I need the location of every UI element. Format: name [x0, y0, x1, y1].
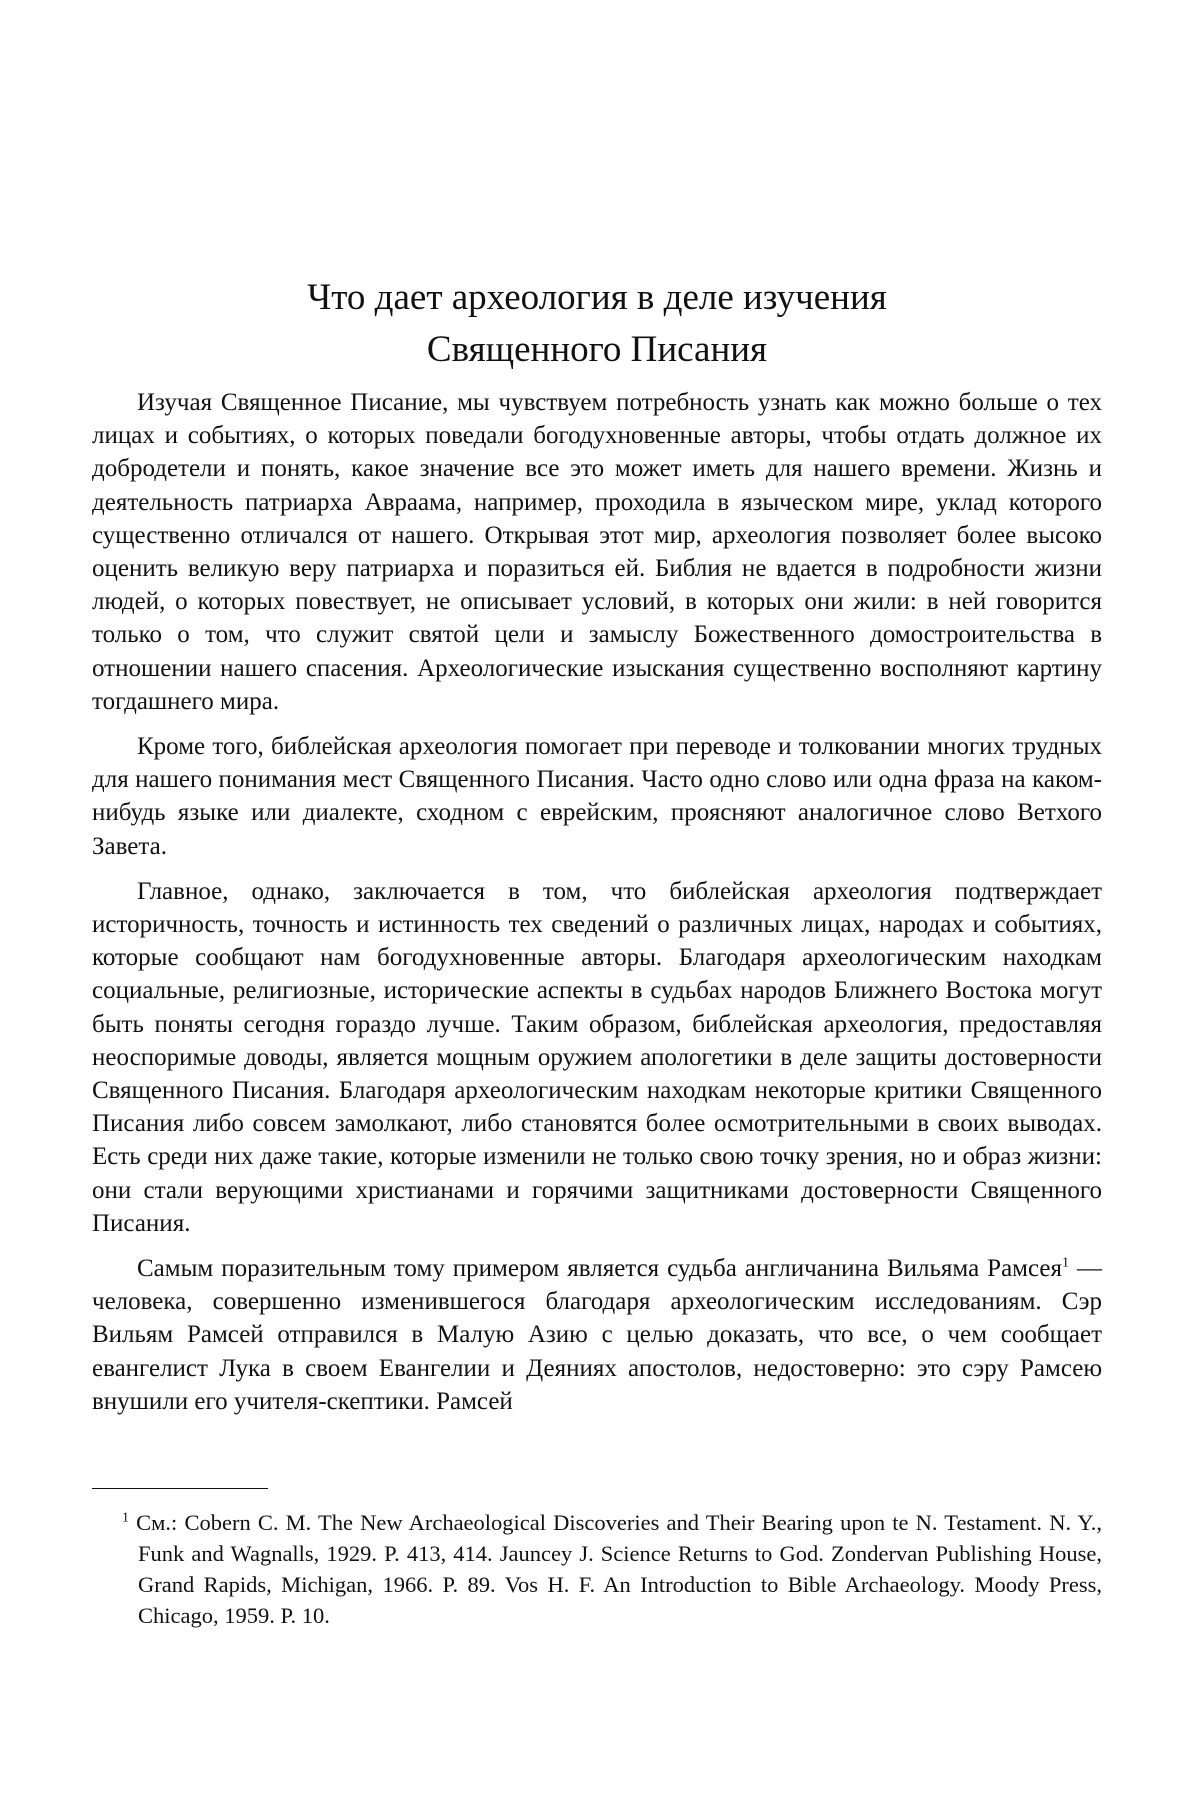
paragraph: Главное, однако, заключается в том, что библейская археология подтверждает историчность, точность и истинность тех сведений о различных лицах, народах и событиях, которые сообщают нам богодухновенные авторы. Благодаря археологическим находкам социальные, религиозные, исторические аспекты в судьбах народов Ближнего Востока могут быть поняты сегодня гораздо лучше. Таким образом, библейская археология, предоставляя неоспоримые доводы, является мощным оружием апологетики в деле защиты достоверности Священного Писания. Благодаря археологическим находкам некоторые критики Священного Писания либо совсем замолкают, либо становятся более осмотрительными в своих выводах. Есть среди них даже такие, которые изменили не только свою точку зрения, но и образ жизни: они стали верующими христианами и горячими защитниками достоверности Священного Писания. [92, 877, 1102, 1237]
paragraph-text-before-note: Самым поразительным тому примером является судьба англичанина Вильяма Рамсея [137, 1255, 1062, 1283]
footnote [92, 1507, 1102, 1631]
chapter-title-line-1: Что дает археология в деле изучения [307, 277, 887, 318]
page-content [92, 272, 1102, 1430]
footnote-reference[interactable]: 1 [1062, 1255, 1069, 1271]
footnote-separator [92, 1488, 268, 1489]
paragraph-text-after-note: — человека, совершенно изменившегося благодаря археологическим исследованиям. Сэр Вильям Рамсей отправился в Малую Азию с целью доказать, что все, о чем сообщает евангелист Лука в своем Евангелии и Деяниях апостолов, недостоверно: это сэру Рамсею внушили его учителя-скептики. Рамсей [92, 1255, 1102, 1415]
paragraph: Кроме того, библейская археология помогает при переводе и толковании многих трудных для нашего понимания мест Священного Писания. Часто одно слово или одна фраза на каком-нибудь языке или диалекте, сходном с еврейским, проясняют аналогичное слово Ветхого Завета. [92, 733, 1102, 860]
chapter-title-line-2: Священного Писания [426, 329, 768, 370]
footnote-text: См.: Cobern C. M. The New Archaeological Discoveries and Their Bearing upon te N. Testament. N. Y., Funk and Wagnalls, 1929. P. 413, 414. Jauncey J. Science Returns to God. Zondervan Publishing House, Grand Rapids, Michigan, 1966. P. 89. Vos H. F. An Introduction to Bible Archaeology. Moody Press, Chicago, 1959. P. 10. [136, 1510, 1102, 1628]
footnote-mark: 1 [122, 1510, 129, 1526]
paragraph-with-note [92, 1252, 1102, 1418]
body-text [92, 386, 1102, 1418]
paragraph: Изучая Священное Писание, мы чувствуем потребность узнать как можно больше о тех лицах и событиях, о которых поведали богодухновенные авторы, чтобы отдать должное их добродетели и понять, какое значение все это может иметь для нашего времени. Жизнь и деятельность патриарха Авраама, например, проходила в языческом мире, уклад которого существенно отличался от нашего. Открывая этот мир, археология позволяет более высоко оценить великую веру патриарха и поразиться ей. Библия не вдается в подробности жизни людей, о которых повествует, не описывает условий, в которых они жили: в ней говорится только о том, что служит святой цели и замыслу Божественного домостроительства в отношении нашего спасения. Археологические изыскания существенно восполняют картину тогдашнего мира. [92, 389, 1102, 715]
chapter-title [92, 272, 1102, 376]
footnotes-section [92, 1488, 1102, 1631]
